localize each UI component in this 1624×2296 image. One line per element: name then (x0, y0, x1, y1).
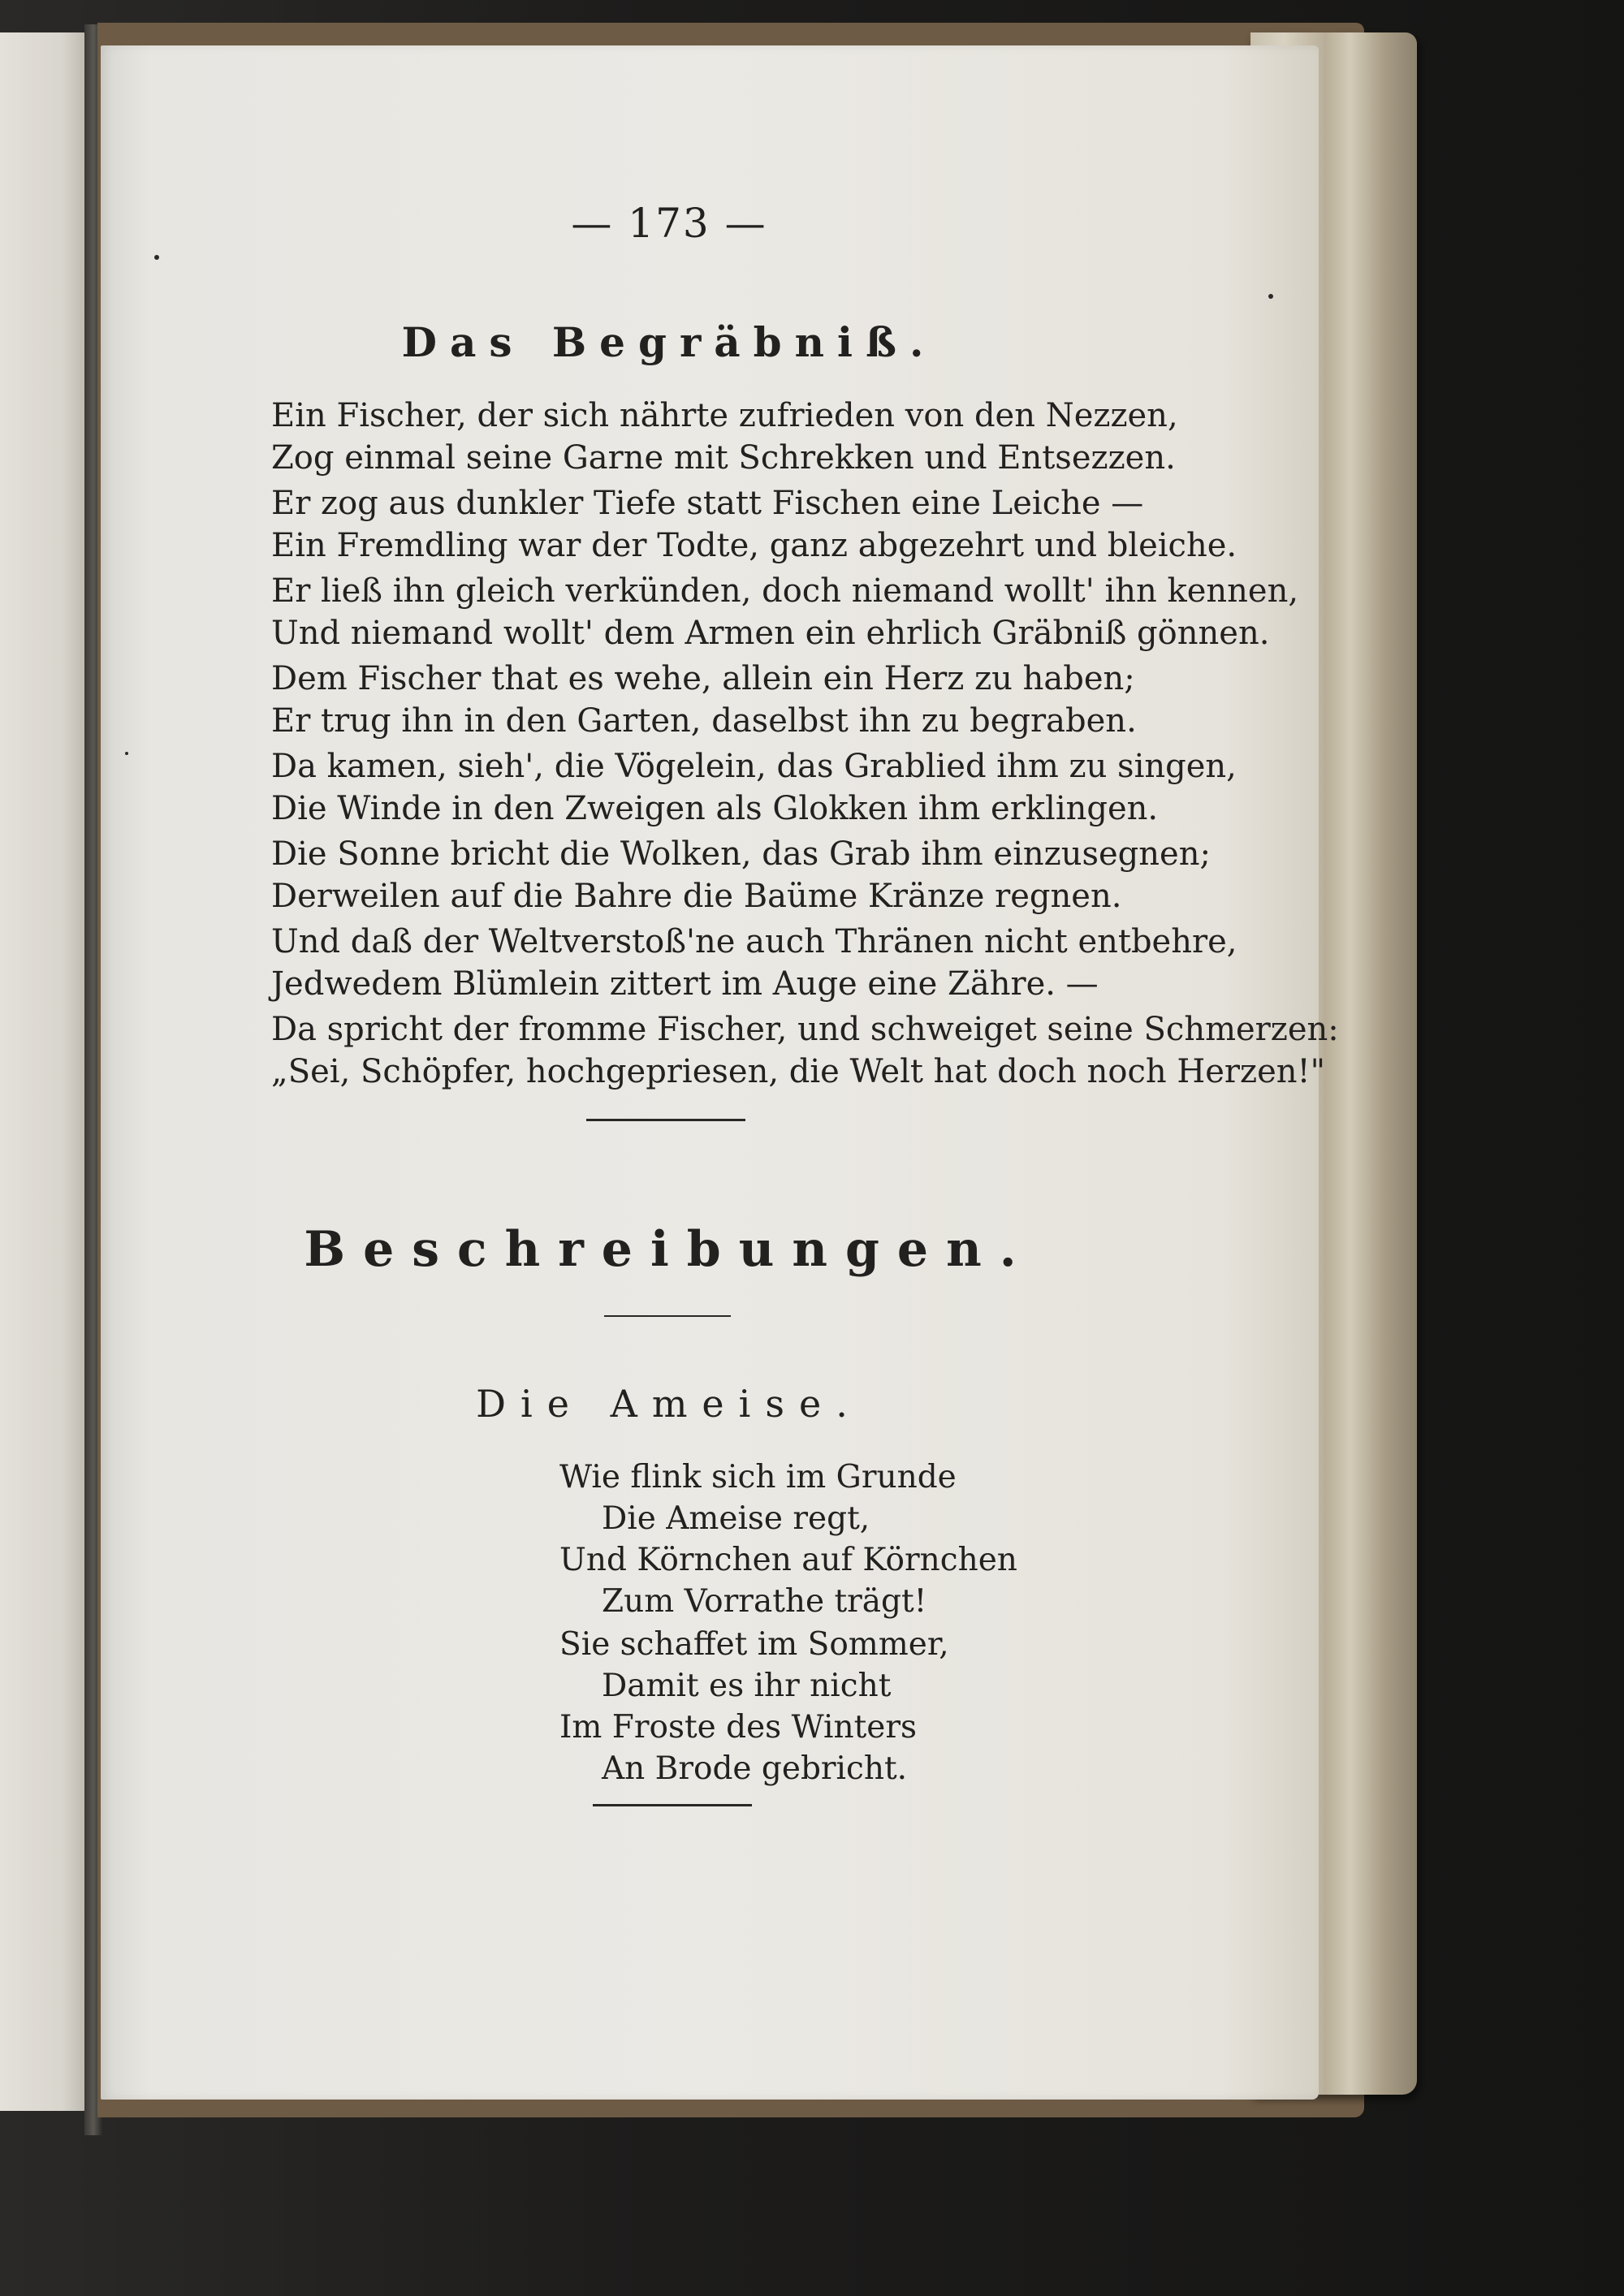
poem-stanza (559, 1457, 1128, 1622)
poem-line: Im Froste des Winters (559, 1709, 917, 1746)
poem-line: Zog einmal seine Garne mit Schrekken und Entsezzen. (271, 439, 1176, 477)
poem-line: Wie flink sich im Grunde (559, 1459, 957, 1495)
divider-rule (604, 1315, 731, 1317)
poem-stanza (559, 1624, 1128, 1789)
poem-line: Er ließ ihn gleich verkünden, doch niemand wollt' ihn kennen, (271, 572, 1299, 610)
poem-line: Sie schaffet im Sommer, (559, 1626, 949, 1663)
poem-line: Die Ameise regt, (602, 1500, 870, 1537)
divider-rule (593, 1804, 752, 1806)
page-number: — 173 — (571, 200, 767, 247)
poem-stanza (271, 833, 1286, 917)
ink-speck (154, 255, 159, 260)
poem-line: Dem Fischer that es wehe, allein ein Herz zu haben; (271, 660, 1135, 697)
poem-line: Die Sonne bricht die Wolken, das Grab ihm einzusegnen; (271, 835, 1211, 873)
poem-line: Ein Fischer, der sich nährte zufrieden von den Nezzen, (271, 397, 1178, 434)
poem-line: Und daß der Weltverstoß'ne auch Thränen nicht entbehre, (271, 923, 1237, 960)
poem-line: Derweilen auf die Bahre die Baüme Kränze regnen. (271, 878, 1122, 915)
poem-line: Zum Vorrathe trägt! (602, 1583, 927, 1620)
poem-line: Damit es ihr nicht (602, 1668, 892, 1704)
poem-line: Die Winde in den Zweigen als Glokken ihm erklingen. (271, 790, 1159, 827)
poem-line: Da spricht der fromme Fischer, und schweiget seine Schmerzen: (271, 1011, 1339, 1048)
poem-line: Jedwedem Blümlein zittert im Auge eine Zähre. — (271, 965, 1099, 1003)
poem-title-begraebnis: Das Begräbniß. (401, 318, 937, 366)
book-page (101, 45, 1339, 2100)
section-heading: Beschreibungen. (304, 1221, 1034, 1278)
poem-line: „Sei, Schöpfer, hochgepriesen, die Welt hat doch noch Herzen!" (271, 1053, 1326, 1090)
poem-line: Er zog aus dunkler Tiefe statt Fischen eine Leiche — (271, 485, 1144, 522)
poem-stanza (271, 570, 1299, 654)
poem-line: Und niemand wollt' dem Armen ein ehrlich Gräbniß gönnen. (271, 615, 1270, 652)
poem-line: Ein Fremdling war der Todte, ganz abgezehrt und bleiche. (271, 527, 1237, 564)
poem-stanza (271, 1008, 1339, 1093)
poem-line: An Brode gebricht. (602, 1750, 908, 1787)
poem-line: Und Körnchen auf Körnchen (559, 1542, 1017, 1578)
poem-stanza (271, 921, 1286, 1005)
poem-stanza (271, 745, 1286, 830)
left-page-edge (0, 32, 89, 2111)
poem-stanza (271, 658, 1286, 742)
poem-line: Er trug ihn in den Garten, daselbst ihn zu begraben. (271, 702, 1137, 740)
poem-line: Da kamen, sieh', die Vögelein, das Grablied ihm zu singen, (271, 748, 1237, 785)
divider-rule (586, 1119, 745, 1121)
ink-speck (125, 752, 128, 755)
poem-title-ameise: Die Ameise. (476, 1382, 862, 1426)
ink-speck (1268, 294, 1273, 299)
poem-stanza (271, 395, 1286, 479)
poem-stanza (271, 482, 1286, 567)
